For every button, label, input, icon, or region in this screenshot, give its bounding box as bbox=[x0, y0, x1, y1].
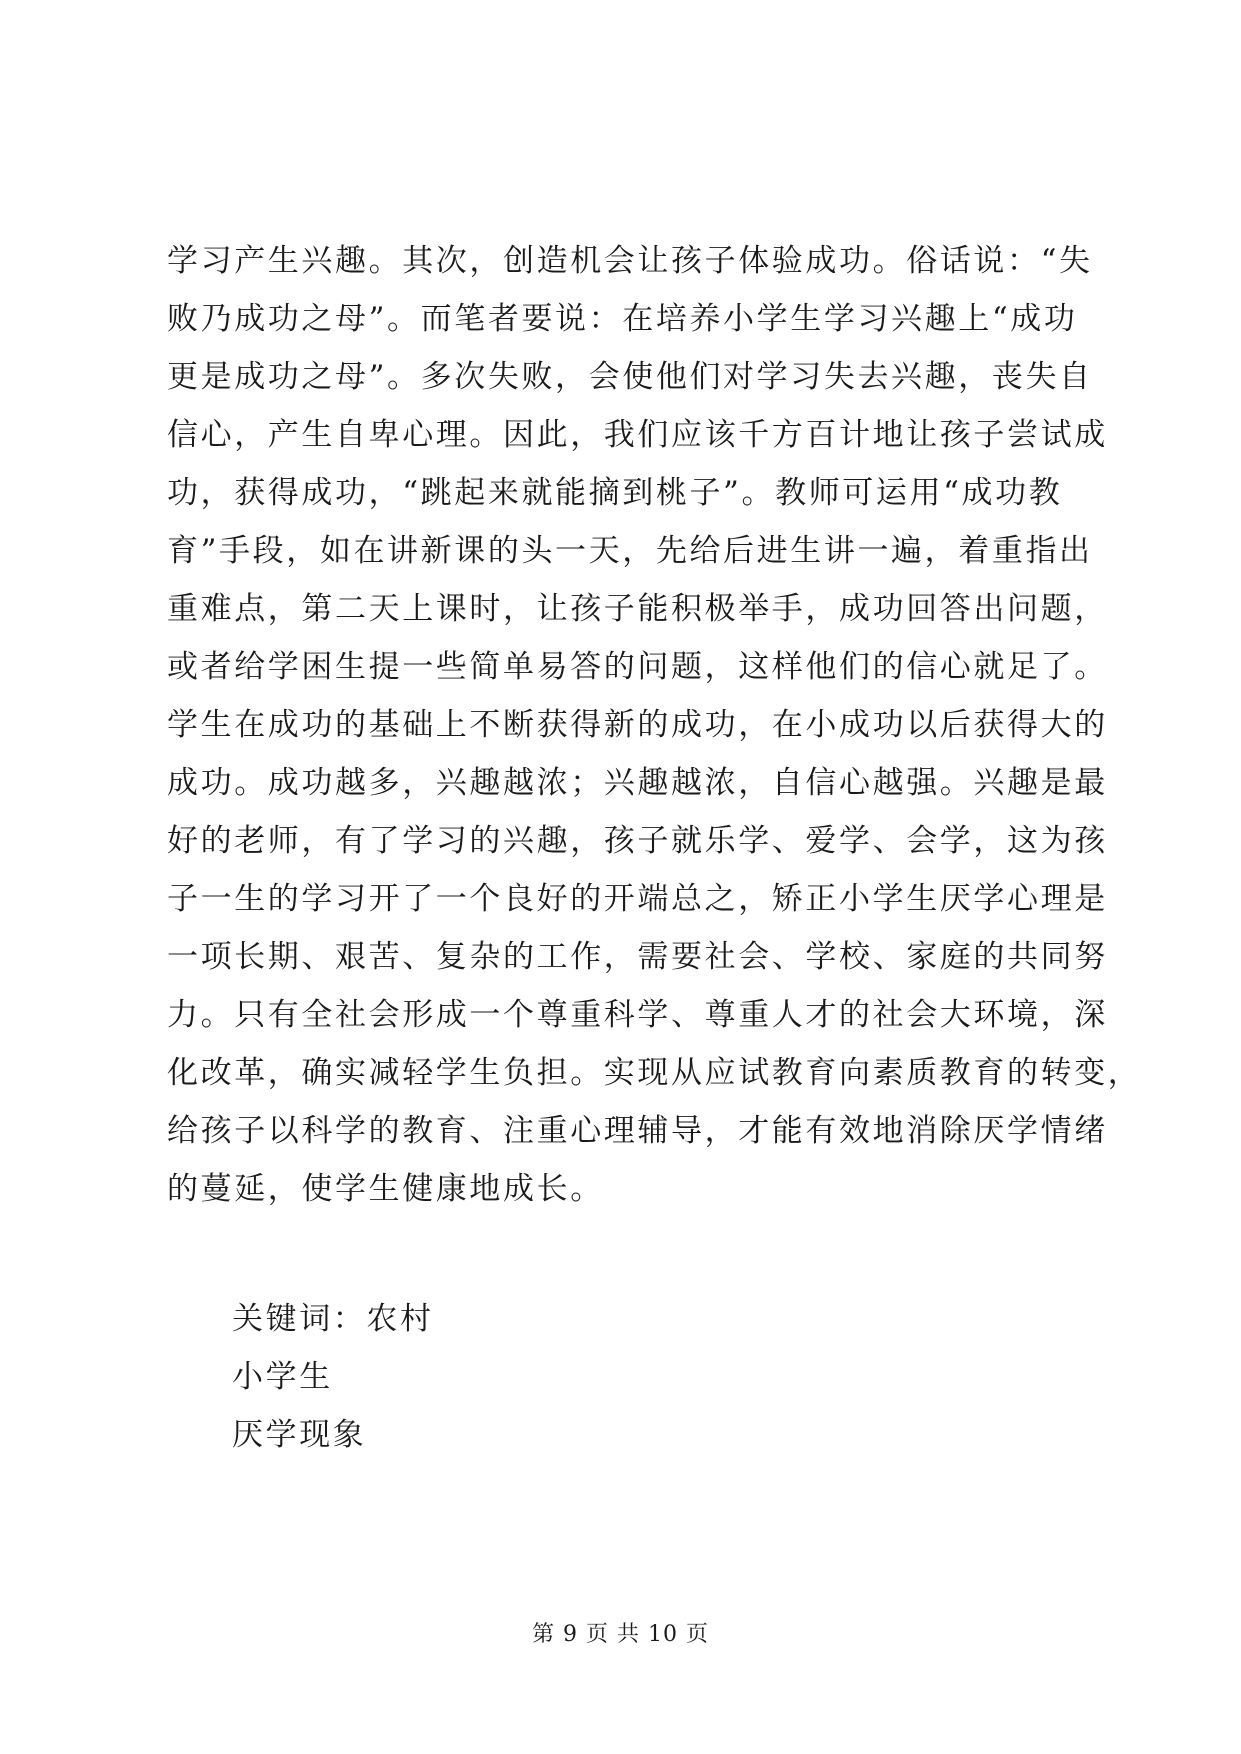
text-line: 或者给学困生提一些简单易答的问题，这样他们的信心就足了。 bbox=[167, 649, 1108, 685]
body-paragraph bbox=[167, 232, 1142, 1218]
text-line: 更是成功之母”。多次失败，会使他们对学习失去兴趣，丧失自 bbox=[167, 359, 1093, 395]
text-line: 好的老师，有了学习的兴趣，孩子就乐学、爱学、会学，这为孩 bbox=[167, 823, 1108, 859]
text-line: 子一生的学习开了一个良好的开端总之，矫正小学生厌学心理是 bbox=[167, 881, 1108, 917]
keywords-label: 关键词：农村 bbox=[232, 1301, 434, 1337]
text-line: 败乃成功之母”。而笔者要说：在培养小学生学习兴趣上“成功 bbox=[167, 301, 1078, 337]
keyword-item: 小学生 bbox=[232, 1359, 333, 1395]
text-line: 信心，产生自卑心理。因此，我们应该千方百计地让孩子尝试成 bbox=[167, 417, 1108, 453]
text-line: 成功。成功越多，兴趣越浓；兴趣越浓，自信心越强。兴趣是最 bbox=[167, 765, 1108, 801]
text-line: 一项长期、艰苦、复杂的工作，需要社会、学校、家庭的共同努 bbox=[167, 939, 1108, 975]
text-line: 功，获得成功，“跳起来就能摘到桃子”。教师可运用“成功教 bbox=[167, 475, 1063, 511]
text-line: 化改革，确实减轻学生负担。实现从应试教育向素质教育的转变， bbox=[167, 1055, 1142, 1091]
keywords-block bbox=[232, 1290, 732, 1464]
text-line: 育”手段，如在讲新课的头一天，先给后进生讲一遍，着重指出 bbox=[167, 533, 1093, 569]
text-line: 的蔓延，使学生健康地成长。 bbox=[167, 1171, 604, 1207]
keyword-item: 厌学现象 bbox=[232, 1417, 367, 1453]
text-line: 学习产生兴趣。其次，创造机会让孩子体验成功。俗话说：“失 bbox=[167, 243, 1093, 279]
page-footer: 第 9 页 共 10 页 bbox=[532, 1622, 709, 1647]
text-line: 重难点，第二天上课时，让孩子能积极举手，成功回答出问题， bbox=[167, 591, 1108, 627]
text-line: 给孩子以科学的教育、注重心理辅导，才能有效地消除厌学情绪 bbox=[167, 1113, 1108, 1149]
text-line: 力。只有全社会形成一个尊重科学、尊重人才的社会大环境，深 bbox=[167, 997, 1108, 1033]
text-line: 学生在成功的基础上不断获得新的成功，在小成功以后获得大的 bbox=[167, 707, 1108, 743]
